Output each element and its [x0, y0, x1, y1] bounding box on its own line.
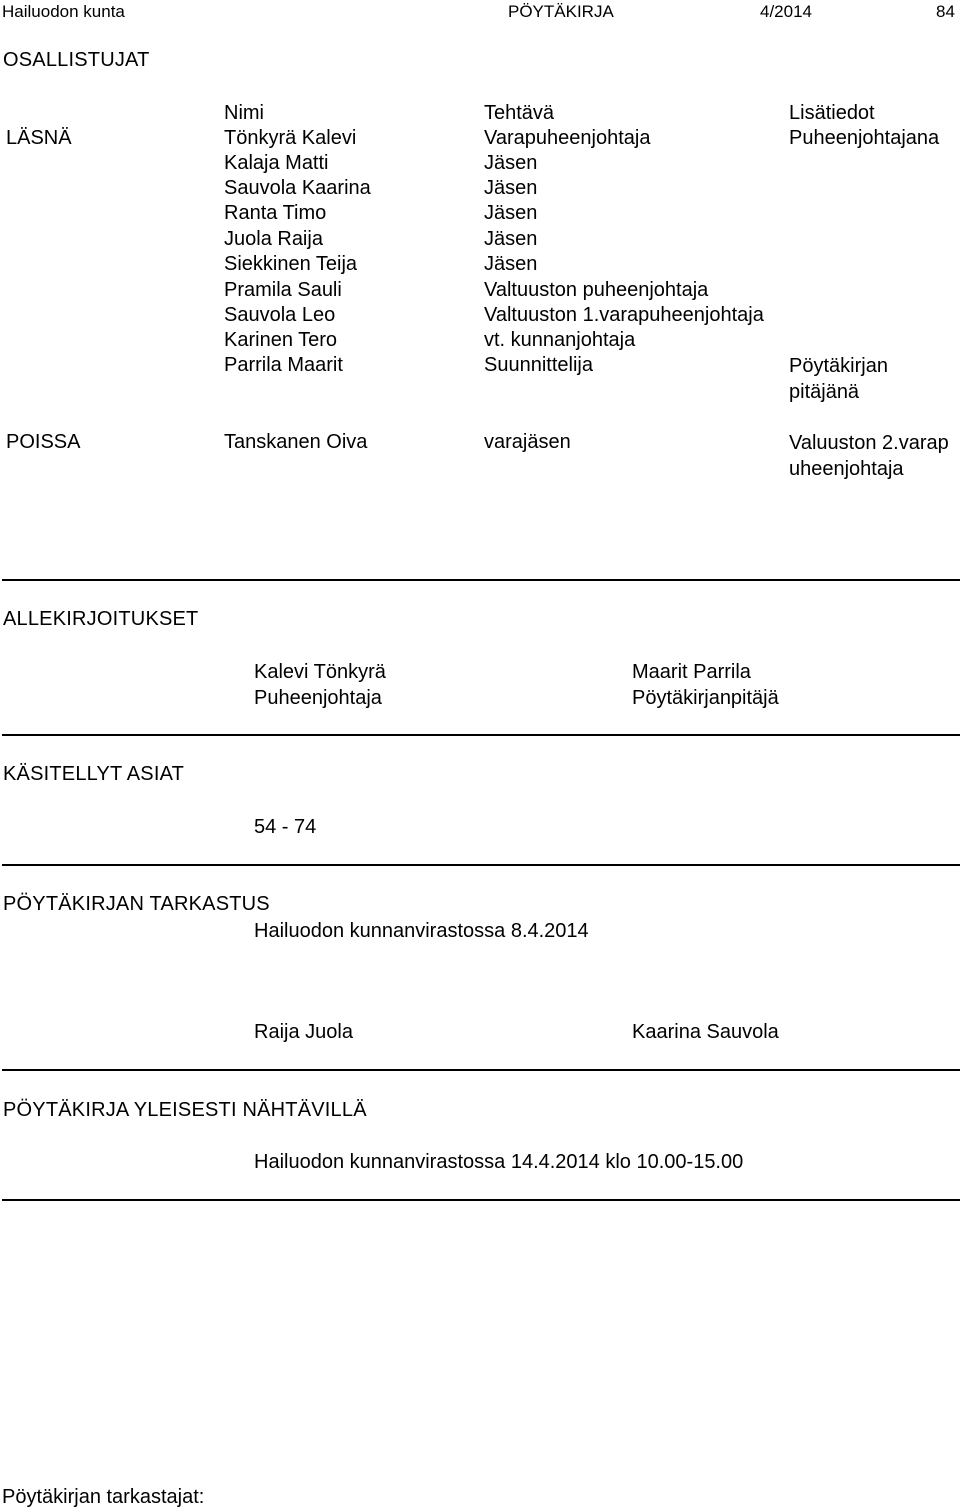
review-place-date: Hailuodon kunnanvirastossa 8.4.2014: [254, 920, 589, 942]
divider: [2, 734, 960, 736]
participant-role: varajäsen: [484, 431, 571, 453]
public-title: PÖYTÄKIRJA YLEISESTI NÄHTÄVILLÄ: [3, 1099, 367, 1121]
divider: [2, 579, 960, 581]
participant-name: Juola Raija: [224, 228, 323, 250]
participant-role: vt. kunnanjohtaja: [484, 329, 636, 351]
column-header-role: Tehtävä: [484, 102, 555, 124]
participants-title: OSALLISTUJAT: [3, 49, 150, 71]
issue-number: 4/2014: [760, 2, 812, 21]
reviewer-name-1: Raija Juola: [254, 1021, 353, 1043]
participant-name: Tönkyrä Kalevi: [224, 127, 357, 149]
participant-role: Jäsen: [484, 202, 538, 224]
divider: [2, 1199, 960, 1201]
participant-role: Jäsen: [484, 152, 538, 174]
participant-role: Suunnittelija: [484, 354, 593, 376]
signer-name-left: Kalevi Tönkyrä: [254, 661, 386, 683]
participant-role: Jäsen: [484, 253, 538, 275]
participant-info: Puheenjohtajana: [789, 127, 940, 149]
signer-title-left: Puheenjohtaja: [254, 687, 382, 709]
column-header-name: Nimi: [224, 102, 264, 124]
signatures-title: ALLEKIRJOITUKSET: [3, 608, 199, 630]
divider: [2, 864, 960, 866]
participant-name: Kalaja Matti: [224, 152, 329, 174]
review-title: PÖYTÄKIRJAN TARKASTUS: [3, 893, 270, 915]
absent-label: POISSA: [6, 431, 81, 453]
signer-title-right: Pöytäkirjanpitäjä: [632, 687, 779, 709]
present-label: LÄSNÄ: [6, 127, 72, 149]
signer-name-right: Maarit Parrila: [632, 661, 751, 683]
participant-name: Parrila Maarit: [224, 354, 343, 376]
municipality-name: Hailuodon kunta: [2, 2, 125, 21]
participant-info: Pöytäkirjan pitäjänä: [789, 355, 888, 403]
participant-name: Tanskanen Oiva: [224, 431, 368, 453]
column-header-info: Lisätiedot: [789, 102, 875, 124]
participant-name: Sauvola Kaarina: [224, 177, 371, 199]
participant-info: Valuuston 2.varapuheenjohtaja: [789, 432, 949, 480]
participant-name: Sauvola Leo: [224, 304, 336, 326]
participant-name: Ranta Timo: [224, 202, 327, 224]
document-type: PÖYTÄKIRJA: [508, 2, 614, 21]
participant-role: Jäsen: [484, 228, 538, 250]
participant-role: Varapuheenjohtaja: [484, 127, 651, 149]
participant-name: Karinen Tero: [224, 329, 338, 351]
participant-role: Valtuuston 1.varapuheenjohtaja: [484, 304, 764, 326]
participant-name: Pramila Sauli: [224, 279, 342, 301]
public-place-time: Hailuodon kunnanvirastossa 14.4.2014 klo 10.00-15.00: [254, 1151, 744, 1173]
participant-name: Siekkinen Teija: [224, 253, 358, 275]
items-range: 54 - 74: [254, 816, 317, 838]
reviewers-label: Pöytäkirjan tarkastajat:: [2, 1486, 205, 1508]
participant-role: Jäsen: [484, 177, 538, 199]
reviewer-name-2: Kaarina Sauvola: [632, 1021, 779, 1043]
items-title: KÄSITELLYT ASIAT: [3, 763, 185, 785]
page-number: 84: [936, 2, 955, 21]
divider: [2, 1069, 960, 1071]
participant-role: Valtuuston puheenjohtaja: [484, 279, 709, 301]
